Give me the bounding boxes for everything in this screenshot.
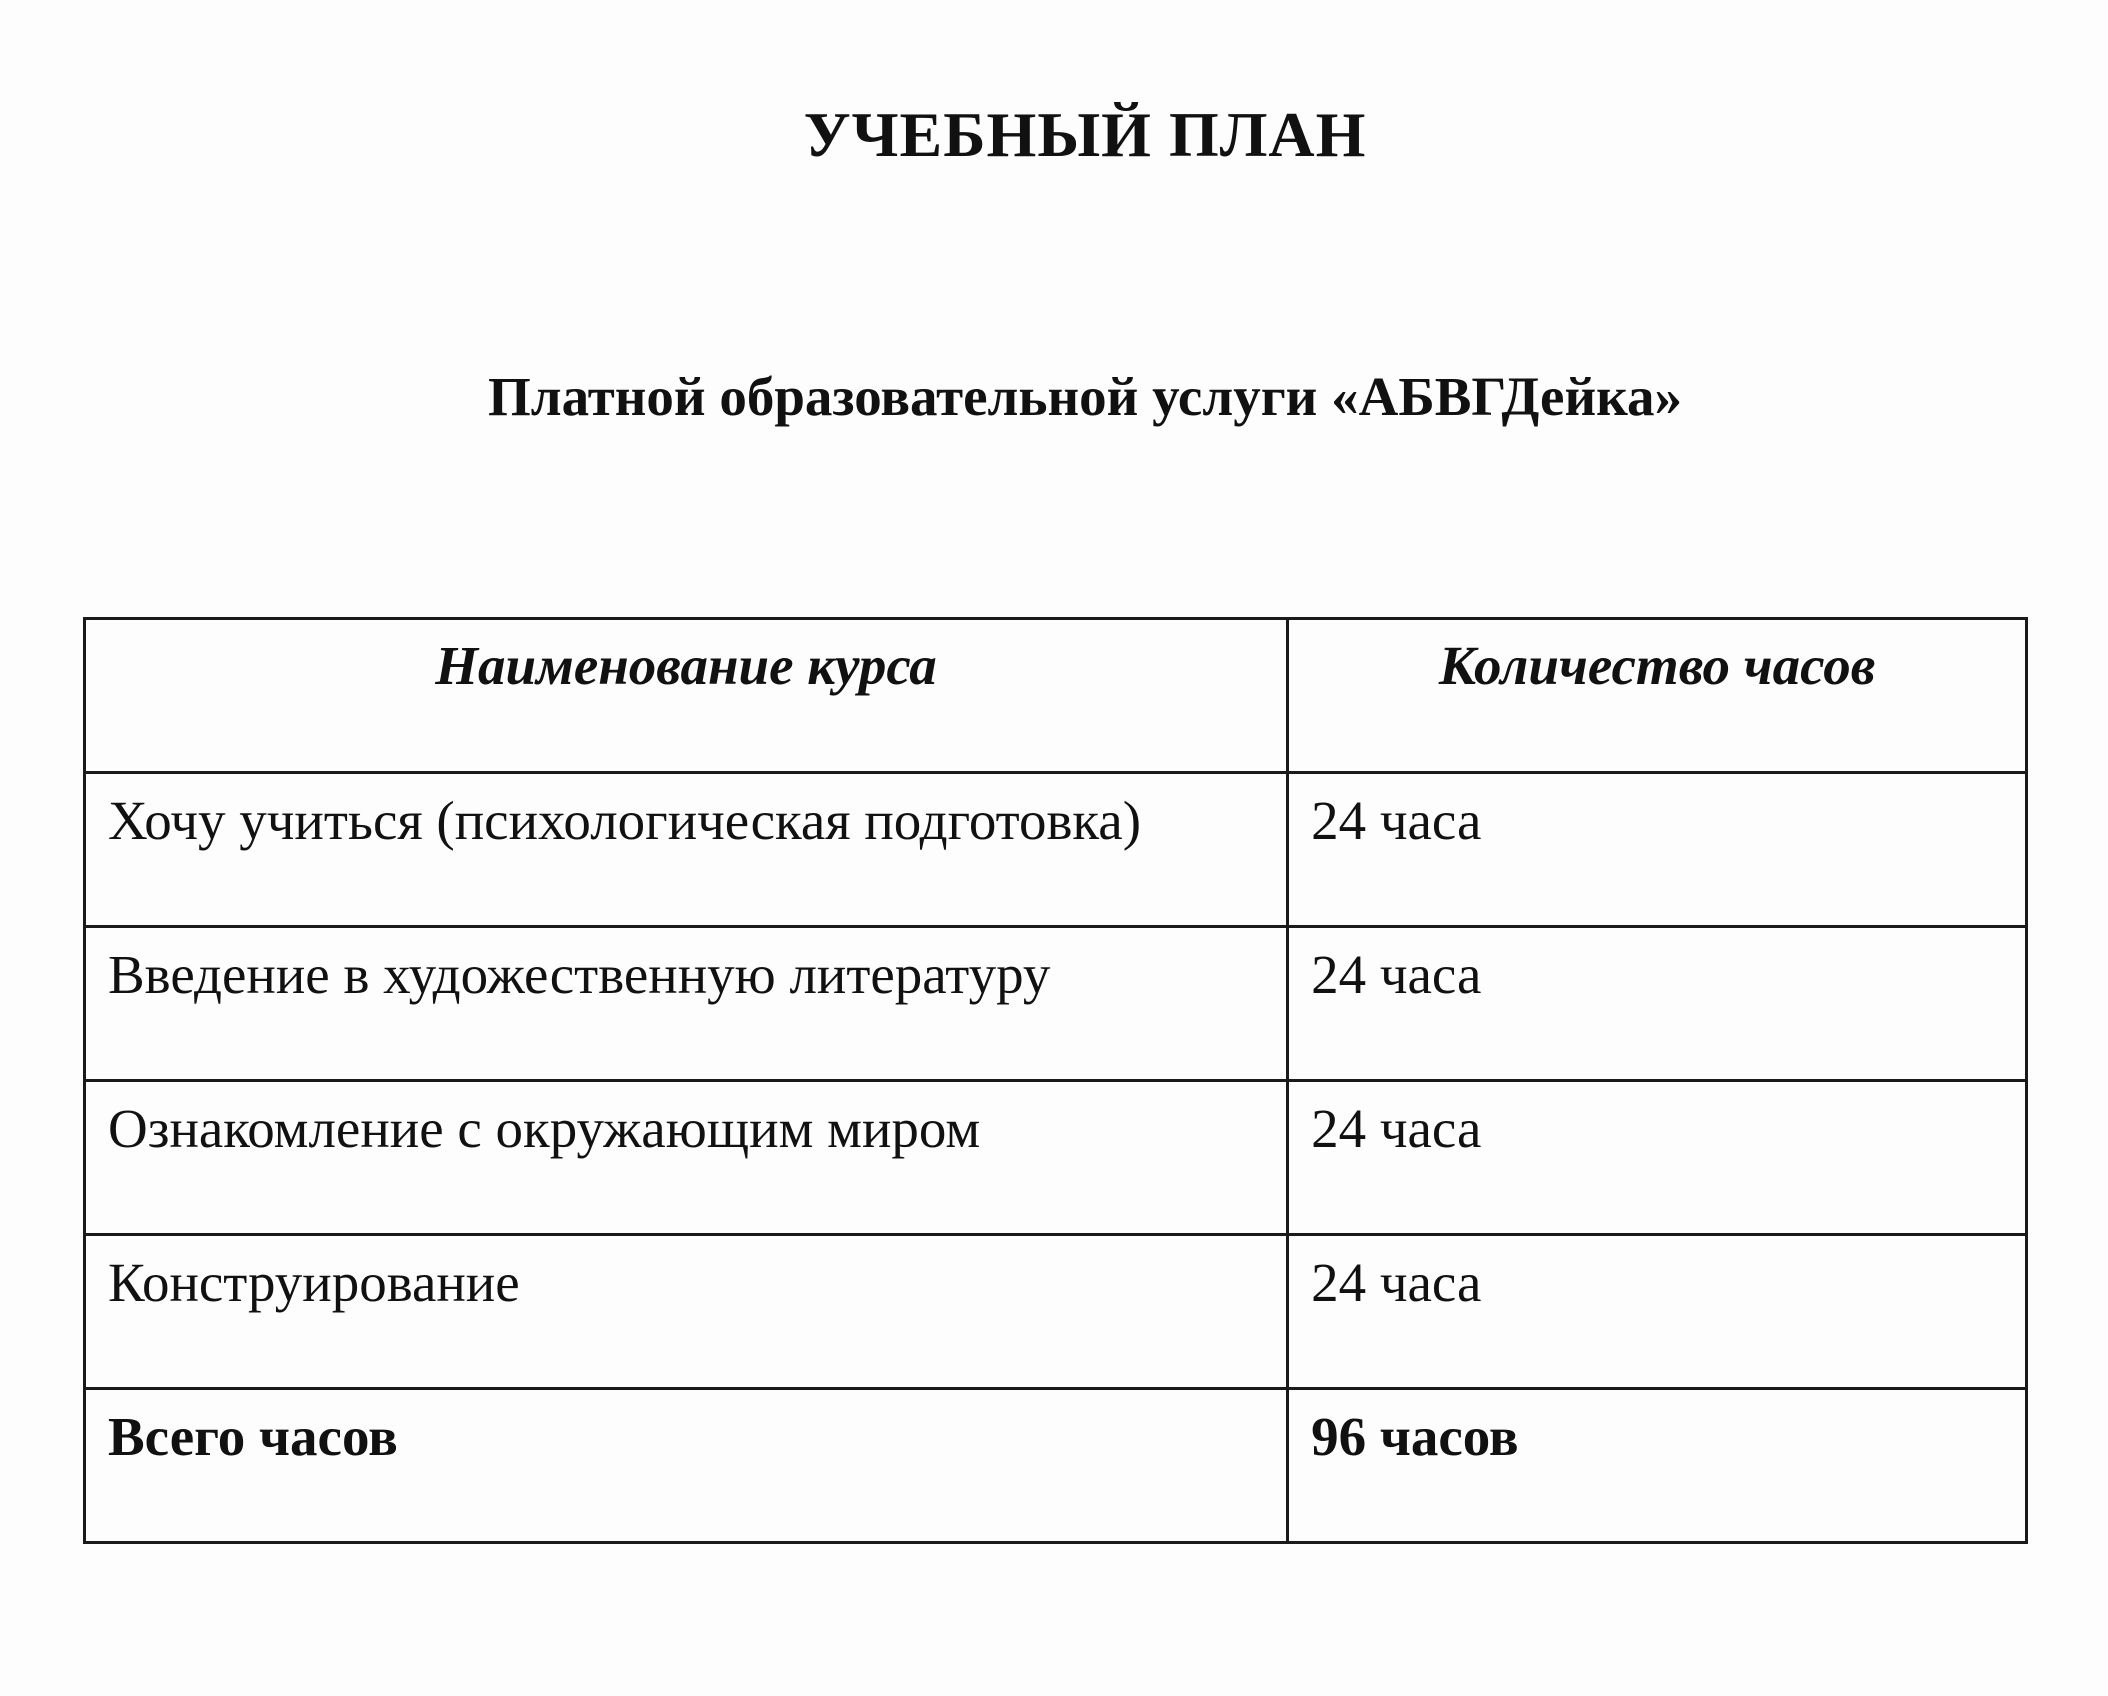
total-label-cell: Всего часов — [85, 1389, 1288, 1543]
total-hours-cell: 96 часов — [1288, 1389, 2027, 1543]
total-row — [85, 1389, 2027, 1543]
course-name-cell: Введение в художественную литературу — [85, 927, 1288, 1081]
table-row — [85, 1081, 2027, 1235]
course-name-cell: Конструирование — [85, 1235, 1288, 1389]
curriculum-table — [83, 617, 2028, 1544]
hours-cell: 24 часа — [1288, 773, 2027, 927]
header-course-name: Наименование курса — [85, 619, 1288, 773]
table-header-row — [85, 619, 2027, 773]
table-row — [85, 1235, 2027, 1389]
table-row — [85, 773, 2027, 927]
header-hours: Количество часов — [1288, 619, 2027, 773]
hours-cell: 24 часа — [1288, 1235, 2027, 1389]
course-name-cell: Ознакомление с окружающим миром — [85, 1081, 1288, 1235]
document-subtitle: Платной образовательной услуги «АБВГДейка» — [487, 366, 1683, 427]
table-row — [85, 927, 2027, 1081]
course-name-cell: Хочу учиться (психологическая подготовка) — [85, 773, 1288, 927]
hours-cell: 24 часа — [1288, 927, 2027, 1081]
hours-cell: 24 часа — [1288, 1081, 2027, 1235]
document-title: УЧЕБНЫЙ ПЛАН — [803, 99, 1367, 170]
